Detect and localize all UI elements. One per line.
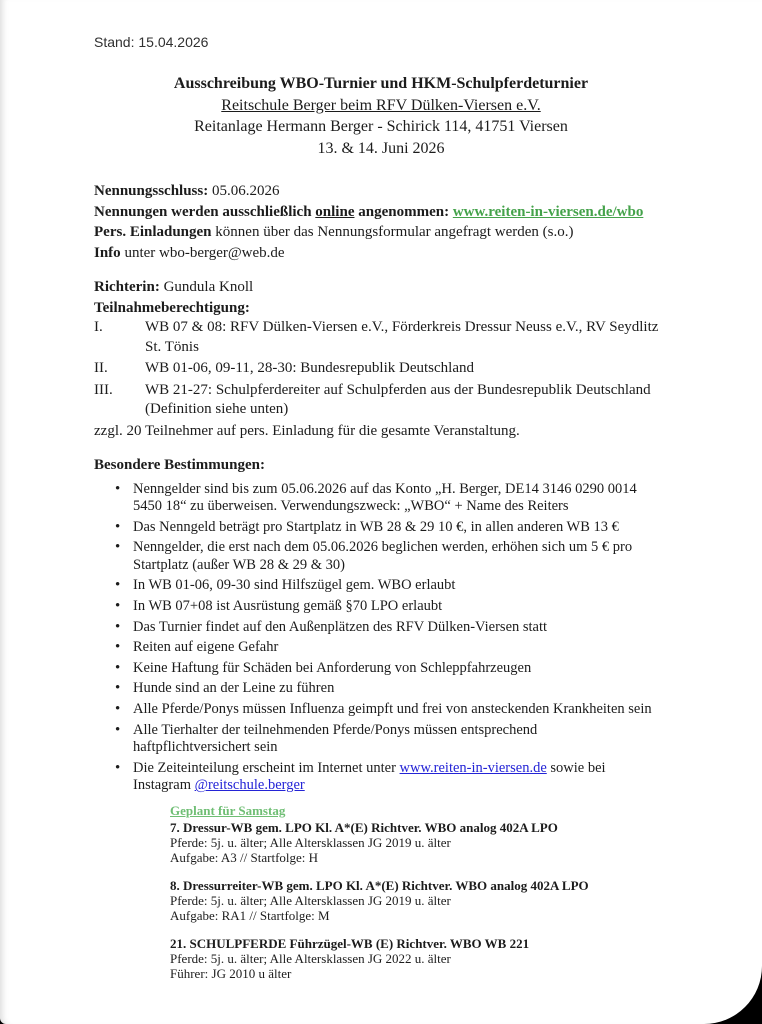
item-numeral: I. bbox=[94, 319, 103, 335]
provisions-heading: Besondere Bestimmungen: bbox=[94, 457, 265, 473]
provision-item bbox=[94, 619, 710, 637]
item-text bbox=[145, 318, 710, 357]
provision-line: • Reiten auf eigene Gefahr bbox=[133, 639, 279, 656]
instagram-link[interactable]: @reitschule.berger bbox=[194, 777, 305, 794]
provision-item bbox=[94, 577, 710, 595]
website-link[interactable]: www.reiten-in-viersen.de bbox=[399, 759, 547, 776]
provisions-list bbox=[94, 481, 710, 796]
provision-item bbox=[94, 598, 710, 616]
class-title: 7. Dressur-WB gem. LPO Kl. A*(E) Richtver. WBO analog 402A LPO bbox=[170, 820, 558, 835]
entry-deadline-line bbox=[94, 181, 710, 202]
online-entry-prefix: Nennungen werden ausschließlich bbox=[94, 203, 312, 220]
info-line bbox=[94, 243, 710, 264]
provision-line: • Alle Tierhalter der teilnehmenden Pferde/Ponys müssen entsprechend bbox=[133, 721, 538, 738]
schedule-class-21 bbox=[170, 936, 710, 981]
venue-address: Reitanlage Hermann Berger - Schirick 114, 41751 Viersen bbox=[194, 118, 568, 135]
entry-info-block bbox=[94, 181, 710, 263]
provision-line: Startplatz (außer WB 28 & 29 & 30) bbox=[133, 556, 345, 573]
document-title: Ausschreibung WBO-Turnier und HKM-Schulpferdeturnier bbox=[173, 75, 589, 92]
class-detail: Aufgabe: A3 // Startfolge: H bbox=[170, 850, 319, 865]
class-detail: Pferde: 5j. u. älter; Alle Altersklassen JG 2022 u. älter bbox=[170, 951, 451, 966]
judge-line bbox=[94, 277, 710, 298]
provision-line: • In WB 07+08 ist Ausrüstung gemäß §70 LPO erlaubt bbox=[133, 598, 443, 615]
provision-item bbox=[94, 481, 710, 516]
item-line: WB 21-27: Schulpferdereiter auf Schulpferden aus der Bundesrepublik Deutschland bbox=[145, 381, 651, 398]
document-header bbox=[94, 73, 668, 159]
class-title: 21. SCHULPFERDE Führzügel-WB (E) Richtver. WBO WB 221 bbox=[170, 936, 530, 951]
provision-line: • Das Turnier findet auf den Außenplätzen des RFV Dülken-Viersen statt bbox=[133, 618, 548, 635]
provision-item bbox=[94, 519, 710, 537]
item-line: WB 01-06, 09-11, 28-30: Bundesrepublik Deutschland bbox=[145, 360, 474, 376]
provision-item bbox=[94, 660, 710, 678]
provision-line: • Hunde sind an der Leine zu führen bbox=[133, 680, 335, 697]
provision-line: haftpflichtversichert sein bbox=[133, 739, 278, 756]
provision-line: • Nenngelder, die erst nach dem 05.06.2026 beglichen werden, erhöhen sich um 5 € pro bbox=[133, 539, 633, 556]
eligibility-heading: Teilnahmeberechtigung: bbox=[94, 299, 250, 316]
provision-line bbox=[133, 777, 710, 795]
revision-date: Stand: 15.04.2026 bbox=[94, 34, 209, 50]
judge-label: Richterin: bbox=[94, 279, 160, 295]
timetable-prefix: Die Zeiteinteilung erscheint im Internet unter bbox=[133, 759, 396, 776]
instagram-prefix: Instagram bbox=[133, 777, 191, 794]
item-numeral: III. bbox=[94, 381, 113, 398]
class-detail: Führer: JG 2010 u älter bbox=[170, 966, 292, 981]
invitation-line bbox=[94, 222, 710, 243]
eligibility-addendum: zzgl. 20 Teilnehmer auf pers. Einladung für die gesamte Veranstaltung. bbox=[94, 422, 520, 439]
item-text bbox=[145, 359, 710, 379]
class-title: 8. Dressurreiter-WB gem. LPO Kl. A*(E) Richtver. WBO analog 402A LPO bbox=[170, 878, 589, 893]
event-dates: 13. & 14. Juni 2026 bbox=[317, 139, 445, 157]
provision-line: • Das Nenngeld beträgt pro Startplatz in WB 28 & 29 10 €, in allen anderen WB 13 € bbox=[133, 518, 619, 535]
provision-line bbox=[133, 760, 710, 778]
timetable-suffix: sowie bei bbox=[550, 759, 606, 776]
eligibility-list bbox=[94, 318, 710, 420]
class-detail: Aufgabe: RA1 // Startfolge: M bbox=[170, 908, 330, 923]
invitation-text: können über das Nennungsformular angefragt werden (s.o.) bbox=[215, 224, 574, 240]
eligibility-item-1 bbox=[94, 318, 710, 357]
provision-item bbox=[94, 680, 710, 698]
schedule-section bbox=[170, 803, 710, 981]
judge-name: Gundula Knoll bbox=[163, 279, 254, 295]
provision-line: 5450 18“ zu überweisen. Verwendungszweck: „WBO“ + Name des Reiters bbox=[133, 498, 569, 515]
schedule-day-heading: Geplant für Samstag bbox=[170, 803, 286, 818]
item-text bbox=[145, 381, 710, 420]
document-subtitle: Reitschule Berger beim RFV Dülken-Viersen e.V. bbox=[221, 96, 541, 114]
invitation-label: Pers. Einladungen bbox=[94, 224, 212, 240]
provision-item bbox=[94, 539, 710, 574]
provision-line: • Alle Pferde/Ponys müssen Influenza geimpft und frei von ansteckenden Krankheiten sein bbox=[133, 701, 652, 718]
schedule-class-7 bbox=[170, 820, 710, 865]
provision-item bbox=[94, 701, 710, 719]
info-label: Info bbox=[94, 244, 121, 261]
provision-item bbox=[94, 722, 710, 757]
online-entry-mid: angenommen: bbox=[358, 203, 450, 220]
deadline-label: Nennungsschluss: bbox=[94, 183, 209, 199]
provision-line: • Keine Haftung für Schäden bei Anforderung von Schleppfahrzeugen bbox=[133, 659, 532, 676]
item-line: St. Tönis bbox=[145, 338, 199, 355]
class-detail: Pferde: 5j. u. älter; Alle Altersklassen JG 2019 u. älter bbox=[170, 893, 451, 908]
info-text: unter wbo-berger@web.de bbox=[124, 244, 285, 261]
schedule-class-8 bbox=[170, 878, 710, 923]
provision-line: • In WB 01-06, 09-30 sind Hilfszügel gem. WBO erlaubt bbox=[133, 577, 456, 594]
eligibility-item-2 bbox=[94, 359, 710, 379]
online-word: online bbox=[315, 203, 355, 220]
provision-line: • Nenngelder sind bis zum 05.06.2026 auf das Konto „H. Berger, DE14 3146 0290 0014 bbox=[133, 480, 637, 497]
class-detail: Pferde: 5j. u. älter; Alle Altersklassen JG 2019 u. älter bbox=[170, 835, 451, 850]
eligibility-item-3 bbox=[94, 381, 710, 420]
online-entry-line bbox=[94, 202, 710, 223]
provision-item bbox=[94, 639, 710, 657]
deadline-value: 05.06.2026 bbox=[211, 183, 280, 199]
item-line: WB 07 & 08: RFV Dülken-Viersen e.V., Förderkreis Dressur Neuss e.V., RV Seydlitz bbox=[145, 319, 659, 335]
item-line: (Definition siehe unten) bbox=[145, 401, 289, 417]
item-numeral: II. bbox=[94, 360, 108, 376]
provision-item-timetable bbox=[94, 760, 710, 795]
entry-portal-link[interactable]: www.reiten-in-viersen.de/wbo bbox=[452, 203, 644, 220]
